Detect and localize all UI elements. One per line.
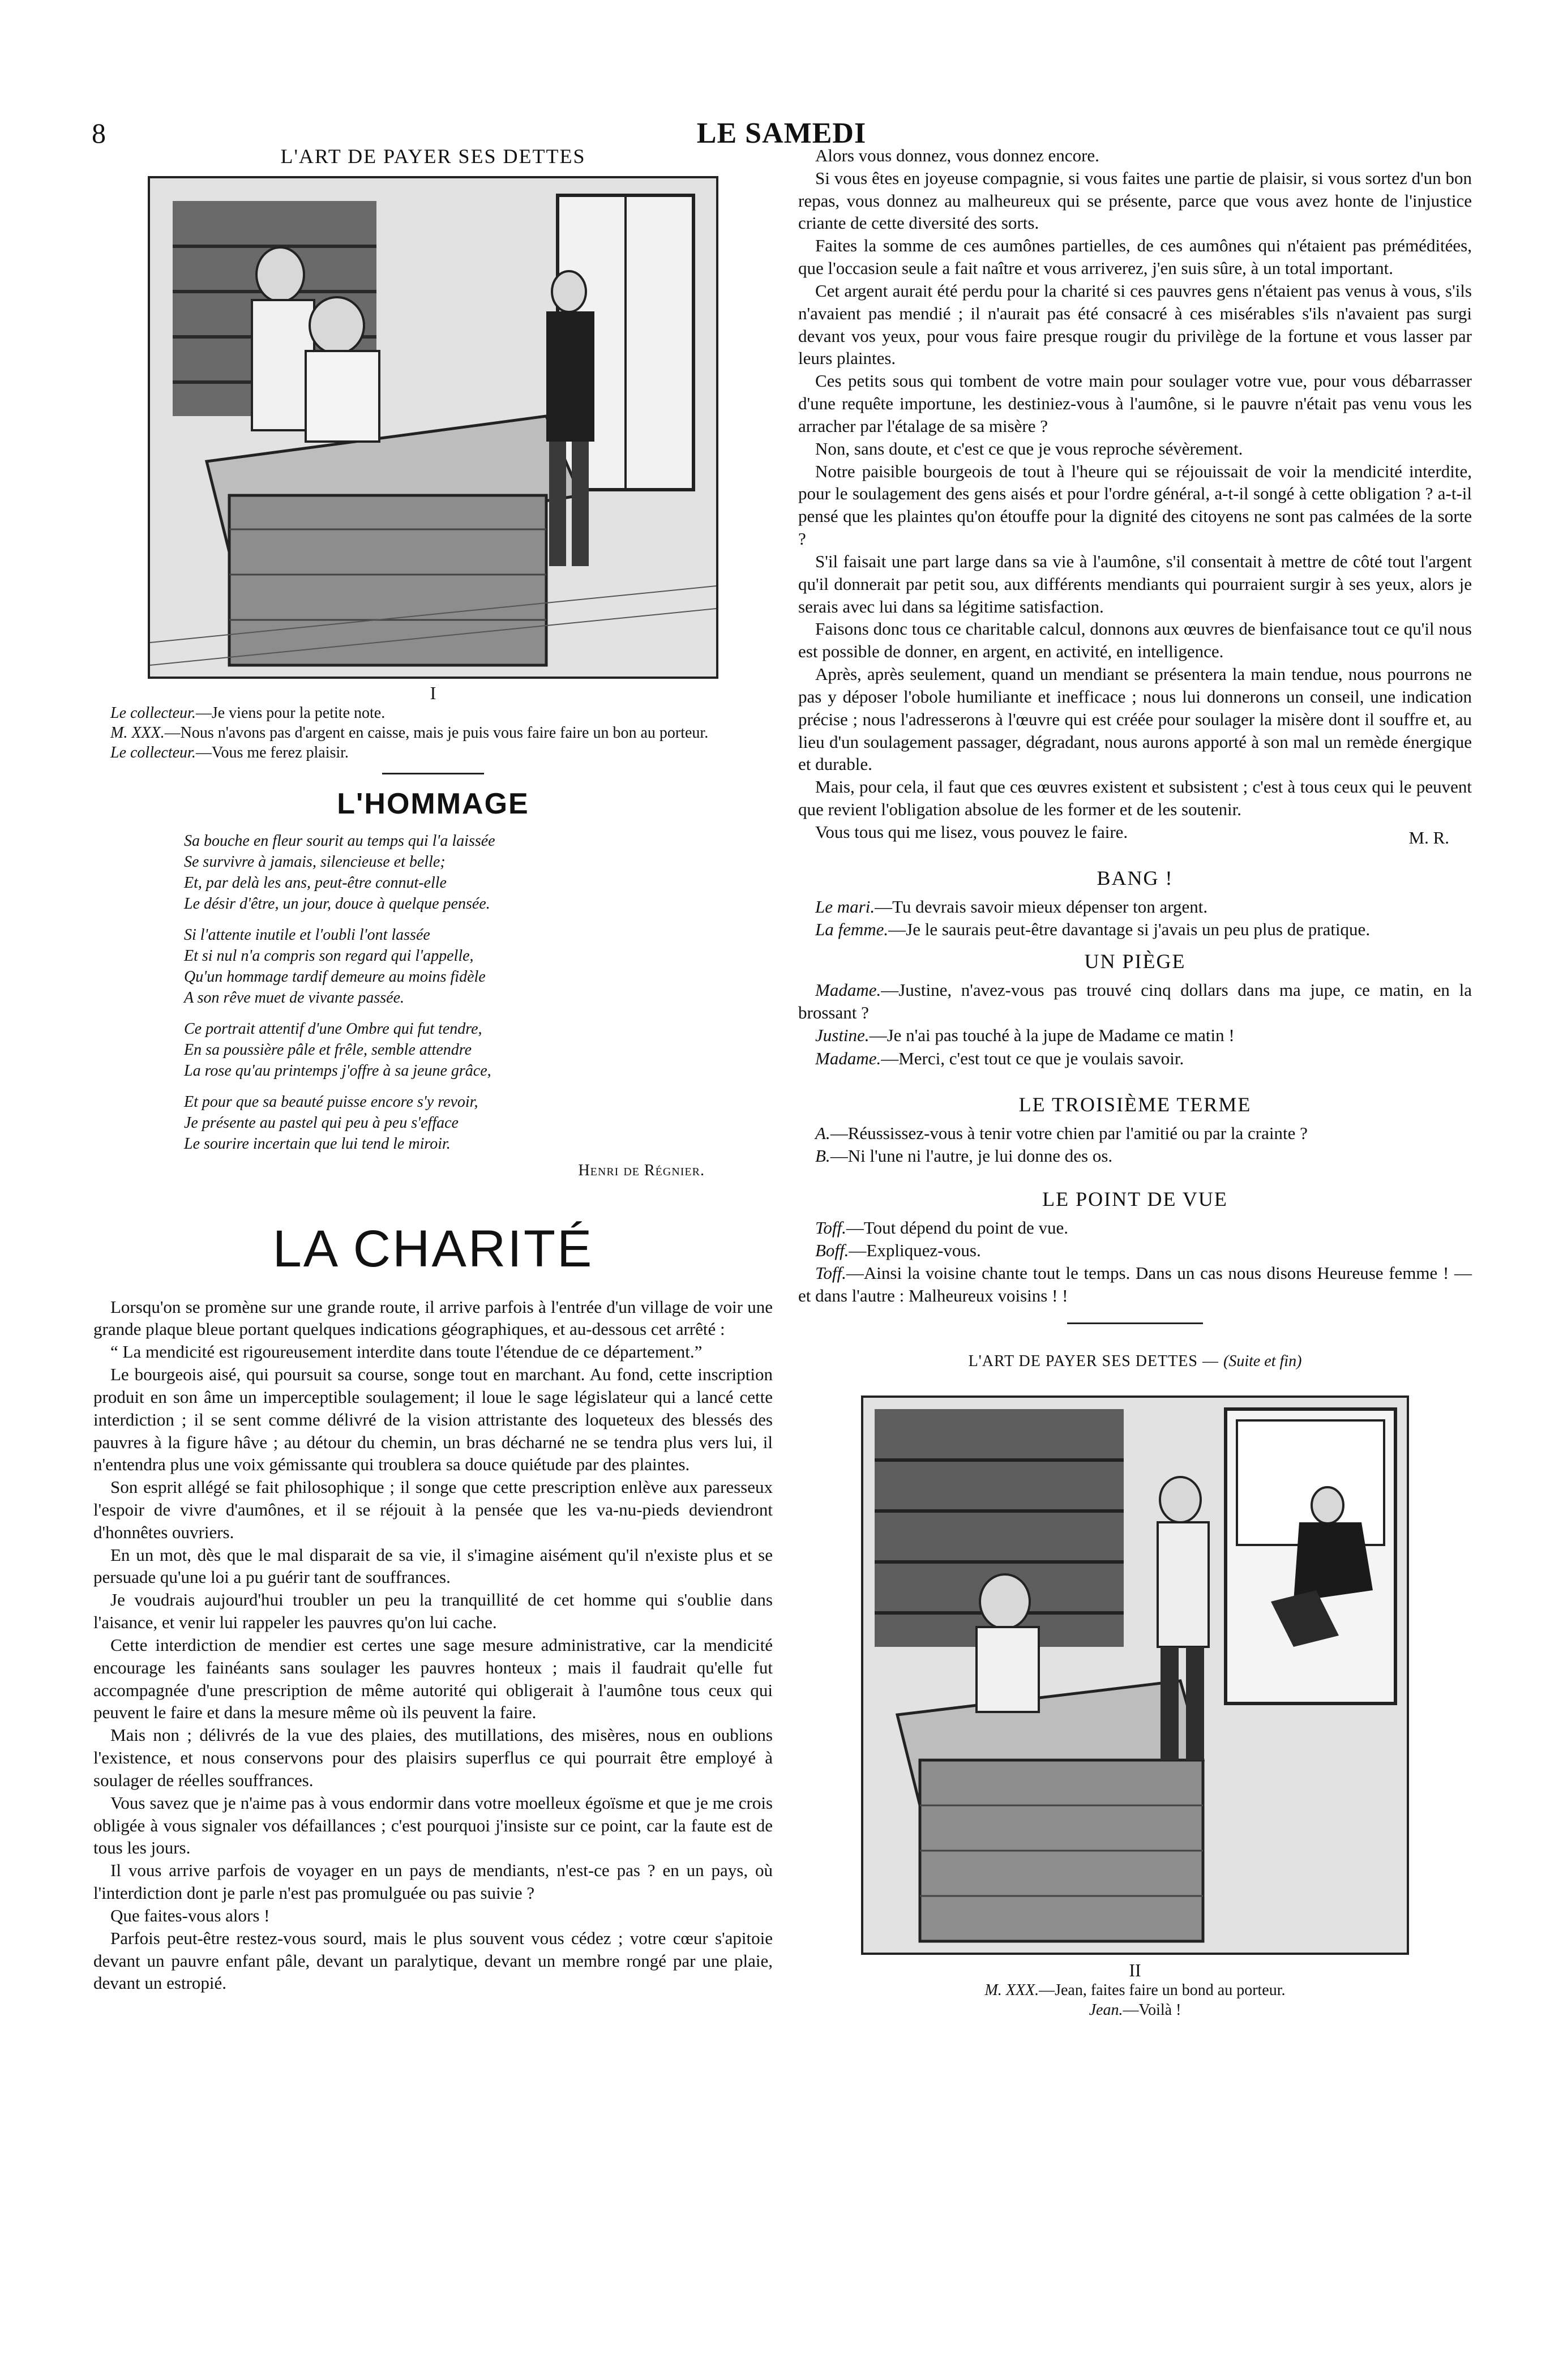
article-paragraph: Son esprit allégé se fait philosophique ; il songe que cette prescription enlève aux paresseux l'espoir de vivre d'aumônes, et il se réjouit à la pensée que les va-nu-pieds deviendront d'honnêtes ouvriers.: [93, 1477, 773, 1542]
poem-verse: Qu'un hommage tardif demeure au moins fidèle: [184, 968, 486, 986]
line-text: —Justine, n'avez-vous pas trouvé cinq dollars dans ma jupe, ce matin, en la brossant ?: [798, 979, 1472, 1023]
article-paragraph: Non, sans doute, et c'est ce que je vous reproche sévèrement.: [815, 438, 1243, 459]
article-paragraph: Si vous êtes en joyeuse compagnie, si vous faites une partie de plaisir, si vous sortez d'un bon repas, vous donnez au malheureux qui se présente, parce que vous avez honte de l'injustice criante de cette diversité des sorts.: [798, 168, 1472, 233]
speaker: Le mari.: [815, 897, 875, 917]
line-text: —Je n'ai pas touché à la jupe de Madame ce matin !: [869, 1025, 1235, 1046]
joke-title: BANG !: [1097, 867, 1174, 890]
illustration-1-line-2: [93, 723, 773, 743]
joke-line: [798, 918, 1472, 941]
line-text: —Je viens pour la petite note.: [195, 704, 386, 722]
divider-rule: [382, 773, 484, 774]
article-paragraph: Cette interdiction de mendier est certes une sage mesure administrative, car la mendicité encourage les fainéants sans soulager les pauvres honteux ; mais il faudrait qu'elle fut accompagnée d'une prescription de même autorité qui obligerait à l'aumône tous ceux qui peuvent le faire et dans la mesure même où ils peuvent la faire.: [93, 1634, 773, 1723]
speaker: Toff.: [815, 1217, 846, 1238]
office-scene-picture: [150, 178, 716, 677]
line-text: —Jean, faites faire un bond au porteur.: [1039, 1981, 1286, 1999]
illustration-2-title-main: L'ART DE PAYER SES DETTES —: [968, 1352, 1223, 1370]
line-text: —Vous me ferez plaisir.: [195, 744, 349, 762]
illustration-1-line-3: [93, 743, 773, 763]
article-paragraph: Alors vous donnez, vous donnez encore.: [815, 145, 1099, 165]
joke-line: [798, 1047, 1472, 1070]
speaker: Boff.: [815, 1240, 849, 1260]
poem-verse: Le sourire incertain que lui tend le miroir.: [184, 1135, 451, 1153]
joke-title: LE POINT DE VUE: [1042, 1187, 1228, 1210]
divider-rule: [1067, 1322, 1203, 1324]
joke-title: UN PIÈGE: [1084, 949, 1186, 973]
joke-bang: [798, 866, 1472, 941]
line-text: —Tu devrais savoir mieux dépenser ton argent.: [875, 897, 1208, 917]
article-paragraph: Ces petits sous qui tombent de votre main pour soulager votre vue, pour vous débarrasser d'une requête importune, les destiniez-vous à l'aumône, si le pauvre n'était pas venu vous les arracher par l'étalage de sa misère ?: [798, 371, 1472, 436]
article-paragraph: En un mot, dès que le mal disparait de sa vie, il s'imagine aisément qu'il n'existe plus et se persuade qu'une loi a pu guérir tant de souffrances.: [93, 1544, 773, 1587]
left-column: [93, 144, 773, 1994]
joke-line: [798, 1024, 1472, 1047]
joke-line: [798, 1239, 1472, 1262]
joke-point-de-vue: [798, 1187, 1472, 1308]
poem-verse: En sa poussière pâle et frêle, semble attendre: [184, 1041, 472, 1059]
line-text: —Voilà !: [1123, 2001, 1181, 2019]
joke-title: LE TROISIÈME TERME: [1018, 1093, 1252, 1116]
article-paragraph: Que faites-vous alors !: [110, 1905, 270, 1925]
speaker: M. XXX.: [110, 724, 165, 742]
article-paragraph: Lorsqu'on se promène sur une grande route, il arrive parfois à l'entrée d'un village de voir une grande plaque bleue portant quelques indications géographiques, et au-dessous cet arrêté :: [93, 1296, 773, 1339]
joke-line: [798, 1122, 1472, 1145]
speaker: Toff.: [815, 1263, 846, 1283]
illustration-1-engraving: [148, 176, 718, 679]
article-paragraph: Après, après seulement, quand un mendiant se présentera la main tendue, nous pourrons ne pas y déposer l'obole humiliante et inefficace ; nous lui donnerons un conseil, une indication précise ; nous l'adresserons à l'œuvre qui est créée pour soulager la misère dont il souffre et, au lieu d'un soulagement passager, dégradant, nous aurons apporté à son mal un remède énergique et durable.: [798, 664, 1472, 774]
speaker: Le collecteur.: [110, 744, 196, 762]
line-text: —Tout dépend du point de vue.: [846, 1217, 1069, 1238]
speaker: A.: [815, 1123, 830, 1143]
illustration-1-numeral: I: [430, 683, 436, 703]
speaker: Madame.: [815, 1048, 881, 1068]
article-paragraph: Vous savez que je n'aime pas à vous endormir dans votre moelleux égoïsme et que je me crois obligée à vous signaler vos défaillances ; c'est pourquoi j'insiste sur ce point, car la faute est de tous les jours.: [93, 1792, 773, 1858]
poem-verse: A son rêve muet de vivante passée.: [184, 988, 405, 1007]
line-text: —Réussissez-vous à tenir votre chien par l'amitié ou par la crainte ?: [830, 1123, 1308, 1143]
article-closing-line: Vous tous qui me lisez, vous pouvez le faire.: [815, 821, 1128, 842]
article-paragraph: Cet argent aurait été perdu pour la charité si ces pauvres gens n'étaient pas venus à vous, s'ils n'avaient pas mendié ; il n'aurait pas été consacré à ces misérables s'ils n'avaient pas surgi devant vos yeux, pour vous faire presque rougir du privilège de la fortune et vous lasser par leurs plaintes.: [798, 280, 1472, 369]
article-paragraph: Faites la somme de ces aumônes partielles, de ces aumônes qui n'étaient pas préméditées, que l'occasion seule a fait naître et vous arriverez, j'en suis sûre, à un total important.: [798, 236, 1472, 279]
illustration-2-line-2: [798, 2000, 1472, 2020]
poem-verse: Et si nul n'a compris son regard qui l'appelle,: [184, 947, 474, 965]
article-paragraph: “ La mendicité est rigoureusement interdite dans toute l'étendue de ce département.”: [110, 1342, 703, 1362]
poem-verse: Se survivre à jamais, silencieuse et belle;: [184, 853, 446, 871]
illustration-2-engraving: [861, 1396, 1409, 1955]
article-paragraph: Mais, pour cela, il faut que ces œuvres existent et subsistent ; c'est à tous ceux qui le peuvent que revient l'obligation absolue de les former et de les soutenir.: [798, 777, 1472, 820]
right-column: [798, 144, 1472, 2020]
article-paragraph: Il vous arrive parfois de voyager en un pays de mendiants, n'est-ce pas ? en un pays, où l'interdiction dont je parle n'est pas promulguée ou pas suivie ?: [93, 1860, 773, 1903]
speaker: B.: [815, 1146, 830, 1166]
speaker: La femme.: [815, 919, 889, 940]
running-head: LE SAMEDI: [696, 117, 867, 149]
line-text: —Je le saurais peut-être davantage si j'avais un peu plus de pratique.: [888, 919, 1371, 940]
joke-line: [798, 1217, 1472, 1239]
line-text: —Expliquez-vous.: [849, 1240, 981, 1260]
poem-stanza-1: [184, 831, 773, 915]
speaker: Madame.: [815, 979, 881, 1000]
poem-verse: Le désir d'être, un jour, douce à quelque pensée.: [184, 895, 490, 913]
illustration-2-line-1: [798, 1980, 1472, 2000]
illustration-1-title: L'ART DE PAYER SES DETTES: [280, 145, 586, 168]
poem-title: L'HOMMAGE: [337, 787, 529, 821]
article-paragraph: Je voudrais aujourd'hui troubler un peu la tranquillité de cet homme qui s'oublie dans l'aisance, et venir lui rappeler les pauvres qu'on lui cache.: [93, 1590, 773, 1633]
article-title: LA CHARITÉ: [272, 1219, 594, 1278]
line-text: —Ni l'une ni l'autre, je lui donne des os.: [830, 1146, 1113, 1166]
poem-verse: Si l'attente inutile et l'oubli l'ont lassée: [184, 926, 430, 944]
line-text: —Merci, c'est tout ce que je voulais savoir.: [881, 1048, 1184, 1068]
poem-stanza-3: [184, 1019, 773, 1082]
joke-line: [798, 1262, 1472, 1308]
article-paragraph: Mais non ; délivrés de la vue des plaies, des mutillations, des misères, nous en oublions l'existence, et nous conservons pour des plaisirs superflus ce qui pourrait être employé à soulager de réelles souffrances.: [93, 1725, 773, 1790]
speaker: Justine.: [815, 1025, 870, 1046]
line-text: —Nous n'avons pas d'argent en caisse, mais je puis vous faire faire un bon au porteur.: [164, 724, 709, 742]
illustration-2-title-suffix: (Suite et fin): [1223, 1352, 1302, 1370]
article-signature: M. R.: [1408, 827, 1449, 847]
poem-verse: Et, par delà les ans, peut-être connut-elle: [184, 874, 447, 892]
article-paragraph: Parfois peut-être restez-vous sourd, mais le plus souvent vous cédez ; votre cœur s'apitoie devant un pauvre enfant pâle, devant un paralytique, devant un membre rongé par une plaie, devant un estropié.: [93, 1928, 773, 1993]
line-text: —Ainsi la voisine chante tout le temps. Dans un cas nous disons Heureuse femme ! — et dans l'autre : Malheureux voisins ! !: [798, 1263, 1472, 1306]
article-paragraph: Notre paisible bourgeois de tout à l'heure qui se réjouissait de voir la mendicité interdite, pour le soulagement des gens aisés et pour l'ordre général, a-t-il songé à cette obligation ? a-t-il pensé que les plaintes qu'on étouffe pour la dignité des citoyens ne sont pas calmées de la sorte ?: [798, 461, 1472, 549]
joke-troisieme-terme: [798, 1093, 1472, 1168]
joke-un-piege: [798, 949, 1472, 1070]
joke-line: [798, 896, 1472, 918]
article-paragraph: Faisons donc tous ce charitable calcul, donnons aux œuvres de bienfaisance tout ce qu'il nous est possible de donner, en argent, en activité, en intelligence.: [798, 619, 1472, 662]
article-paragraph: S'il faisait une part large dans sa vie à l'aumône, s'il consentait à mettre de côté tout l'argent qu'il donnerait par petit sou, aux différents mendiants qui pourraient surgir à ses yeux, alors je serais avec lui dans sa légitime satisfaction.: [798, 551, 1472, 617]
poem-verse: Ce portrait attentif d'une Ombre qui fut tendre,: [184, 1020, 482, 1038]
joke-line: [798, 1145, 1472, 1167]
illustration-2-title: [798, 1352, 1472, 1371]
article-closing: [798, 821, 1472, 849]
poem-verse: Je présente au pastel qui peu à peu s'efface: [184, 1114, 459, 1132]
office-scene-picture: [863, 1398, 1407, 1953]
article-right-body: [798, 144, 1472, 849]
illustration-1-line-1: [93, 703, 773, 723]
poem-verse: La rose qu'au printemps j'offre à sa jeune grâce,: [184, 1061, 491, 1080]
page-number: 8: [92, 117, 106, 149]
poem-verse: Et pour que sa beauté puisse encore s'y revoir,: [184, 1093, 478, 1111]
poem-signature: Henri de Régnier.: [578, 1161, 705, 1179]
poem-stanza-4: [184, 1092, 773, 1155]
speaker: Jean.: [1089, 2001, 1123, 2019]
illustration-2-numeral: II: [1129, 1959, 1141, 1980]
speaker: Le collecteur.: [110, 704, 196, 722]
article-left-body: [93, 1296, 773, 1995]
article-paragraph: Le bourgeois aisé, qui poursuit sa course, songe tout en marchant. Au fond, cette inscription produit en son âme un imperceptible soulagement; il loue le sage législateur qui a lancé cette interdiction ; il se sent comme délivré de la vision attristante des loqueteux des blessés des pauvres à la figure hâve ; au détour du chemin, un bras décharné ne se tendra plus vers lui, il n'entendra plus une voix gémissante qui troublera sa douce quiétude par des plaintes.: [93, 1364, 773, 1475]
speaker: M. XXX.: [984, 1981, 1039, 1999]
joke-line: [798, 979, 1472, 1025]
poem-verse: Sa bouche en fleur sourit au temps qui l'a laissée: [184, 832, 495, 850]
poem-stanza-2: [184, 925, 773, 1009]
